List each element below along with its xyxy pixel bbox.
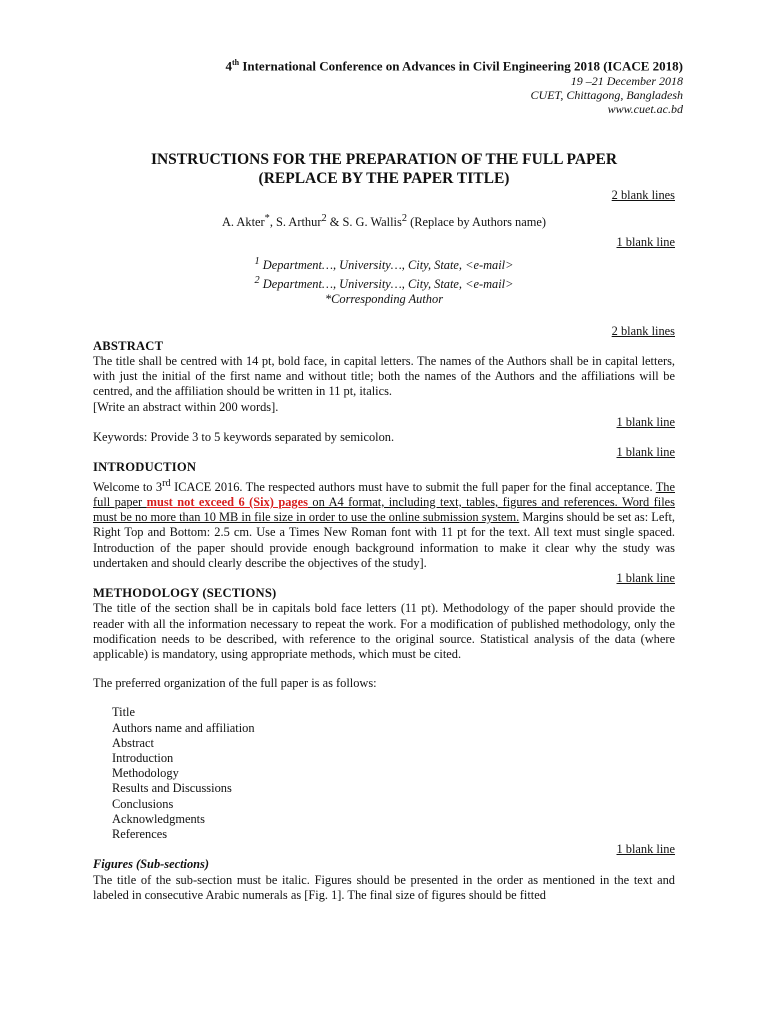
affiliation-1: $^1$ Department…, University…, City, State, <e-mail> <box>254 255 514 272</box>
blank-line-note: 1 blank line <box>616 842 675 857</box>
organization-intro: The preferred organization of the full paper is as follows: <box>93 676 377 691</box>
blank-line-note: 1 blank line <box>616 570 675 585</box>
abstract-text: The title shall be centred with 14 pt, bold face, in capital letters. The names of the Authors shall be in capital letters, with just the initial of the first name and without title; both the names of the Authors and the affiliations will be centred, and the affiliation should be written in 11 pt, italics. <box>93 354 675 399</box>
figures-text: The title of the sub-section must be italic. Figures should be presented in the order as mentioned in the text and labeled in consecutive Arabic numerals as [Fig. 1]. The final size of figures should be fitted <box>93 872 675 902</box>
blank-line-note: 1 blank line <box>616 234 675 249</box>
list-item: Methodology <box>112 766 179 781</box>
introduction-text: Welcome to 3rd ICACE 2016. The respected authors must have to submit the full paper for the final acceptance. The full paper must not exceed 6 (Six) pages on A4 format, including text, tables, figures and references. Word files must be no more than 10 MB in file size in order to use the online submission system. Margins should be set as: Left, Right Top and Bottom: 2.5 cm. Use a Times New Roman font with 11 pt for the text. All text must single spaced. Introduction of the paper should provide enough background information to make it clear why the study was undertaken and should clearly describe the objectives of the study]. <box>93 477 676 570</box>
blank-lines-note: 2 blank lines <box>611 188 675 202</box>
list-item: Conclusions <box>112 796 174 811</box>
organization-list <box>112 705 675 842</box>
list-item: Results and Discussions <box>112 781 232 796</box>
abstract-instruction: [Write an abstract within 200 words]. <box>93 399 279 414</box>
list-item: Introduction <box>112 751 174 765</box>
affiliation-2: $^2$ Department…, University…, City, State, <e-mail> <box>254 275 514 292</box>
conference-name: 4th International Conference on Advances in Civil Engineering 2018 (ICACE 2018) <box>225 58 683 74</box>
page-limit-warning: must not exceed 6 (Six) pages <box>146 494 308 509</box>
abstract-heading: ABSTRACT <box>93 338 164 353</box>
list-item: Authors name and affiliation <box>112 720 255 735</box>
blank-line-note: 1 blank line <box>616 445 675 460</box>
paper-body <box>93 150 675 903</box>
introduction-heading: INTRODUCTION <box>93 460 197 475</box>
list-item: Title <box>112 705 135 720</box>
corresponding-author: *Corresponding Author <box>324 292 444 307</box>
paper-title-line2: (REPLACE BY THE PAPER TITLE) <box>258 170 510 187</box>
blank-lines-note: 2 blank lines <box>611 323 675 338</box>
conference-place: CUET, Chittagong, Bangladesh <box>530 88 683 103</box>
conference-header <box>225 55 683 116</box>
list-item: Abstract <box>112 735 154 750</box>
authors-line: A. Akter*, S. Arthur$^2$ & S. G. Wallis$^2$ (Replace by Authors name) <box>221 213 547 230</box>
methodology-heading: METHODOLOGY (SECTIONS) <box>93 586 277 601</box>
conference-website: www.cuet.ac.bd <box>607 102 683 117</box>
methodology-text: The title of the section shall be in capitals bold face letters (11 pt). Methodology of the paper should provide the reader with all the information necessary to repeat the work. For a modification of published methodology, only the modification needs to be described, with reference to the original source. Statistical analysis of the data (where applicable) is mandatory, using appropriate methods, which must be cited. <box>93 601 675 661</box>
conference-dates: 19 –21 December 2018 <box>570 74 683 89</box>
keywords: Keywords: Provide 3 to 5 keywords separated by semicolon. <box>93 430 395 445</box>
paper-title-line1: INSTRUCTIONS FOR THE PREPARATION OF THE FULL PAPER <box>150 151 618 168</box>
figures-heading: Figures (Sub-sections) <box>93 857 210 872</box>
list-item: Acknowledgments <box>112 811 205 826</box>
blank-line-note: 1 blank line <box>616 414 675 429</box>
list-item: References <box>112 827 168 842</box>
